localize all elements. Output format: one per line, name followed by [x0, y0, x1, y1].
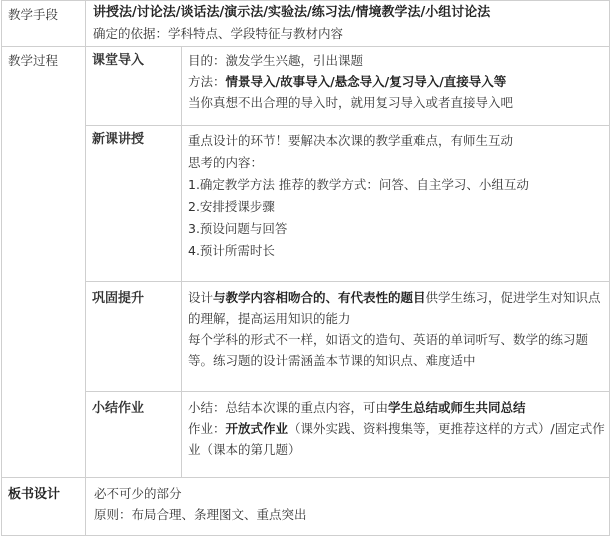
label-summary-homework: 小结作业	[86, 392, 182, 478]
teach-step4: 4.预计所需时长	[188, 243, 275, 258]
summary-bold: 学生总结或师生共同总结	[388, 400, 526, 415]
teach-step2: 2.安排授课步骤	[188, 199, 275, 214]
intro-method	[188, 71, 605, 92]
intro-method-list: 情景导入/故事导入/悬念导入/复习导入/直接导入等	[225, 74, 507, 89]
class-intro-content	[182, 47, 610, 126]
homework-prefix: 作业：	[188, 421, 226, 436]
consolidate-p1-a: 设计	[188, 290, 214, 305]
new-lesson-content	[182, 126, 610, 282]
label-consolidate: 巩固提升	[86, 282, 182, 392]
consolidate-p1-c: 供学生练习，促进学生对知识点的理解，提高运用知识的能力	[188, 290, 601, 326]
row-board-design	[2, 478, 610, 536]
summary-line	[188, 397, 605, 418]
teach-step1: 1.确定教学方法 推荐的教学方式：问答、自主学习、小组互动	[188, 177, 529, 192]
row-summary-homework	[2, 392, 610, 478]
summary-homework-content	[182, 392, 610, 478]
label-new-lesson: 新课讲授	[86, 126, 182, 282]
intro-tip: 当你真想不出合理的导入时，就用复习导入或者直接导入吧	[188, 95, 514, 110]
board-line1: 必不可少的部分	[94, 486, 182, 501]
homework-line	[188, 418, 605, 460]
intro-method-prefix: 方法：	[188, 74, 226, 89]
teach-line2: 思考的内容：	[188, 155, 264, 170]
intro-goal: 目的：激发学生兴趣，引出课题	[188, 53, 364, 68]
lesson-plan-table	[1, 0, 610, 536]
teaching-methods-content	[86, 1, 610, 47]
homework-rest: （课外实践、资料搜集等，更推荐这样的方式）/固定式作业（课本的第几题）	[188, 421, 605, 457]
consolidate-para1	[188, 287, 605, 329]
teaching-methods-title: 讲授法/讨论法/谈话法/演示法/实验法/练习法/情境教学法/小组讨论法	[93, 5, 491, 20]
label-board-design: 板书设计	[2, 478, 86, 536]
row-consolidate	[2, 282, 610, 392]
summary-prefix: 小结：总结本次课的重点内容，可由	[188, 400, 389, 415]
consolidate-para2: 每个学科的形式不一样，如语文的造句、英语的单词听写、数学的练习题等。练习题的设计需涵盖本节课的知识点、难度适中	[188, 332, 589, 368]
teach-line1: 重点设计的环节！要解决本次课的教学重难点，有师生互动	[188, 133, 514, 148]
label-class-intro: 课堂导入	[86, 47, 182, 126]
label-teaching-process: 教学过程	[2, 47, 86, 478]
row-class-intro	[2, 47, 610, 126]
consolidate-content	[182, 282, 610, 392]
teach-step3: 3.预设问题与回答	[188, 221, 288, 236]
board-design-content	[86, 478, 610, 536]
board-line2: 原则：布局合理、条理图文、重点突出	[94, 507, 307, 522]
row-teaching-methods	[2, 1, 610, 47]
homework-bold: 开放式作业	[225, 421, 289, 436]
row-new-lesson	[2, 126, 610, 282]
teaching-methods-basis: 确定的依据：学科特点、学段特征与教材内容	[93, 26, 344, 41]
label-teaching-methods: 教学手段	[2, 1, 86, 47]
consolidate-p1-bold: 与教学内容相吻合的、有代表性的题目	[213, 290, 426, 305]
